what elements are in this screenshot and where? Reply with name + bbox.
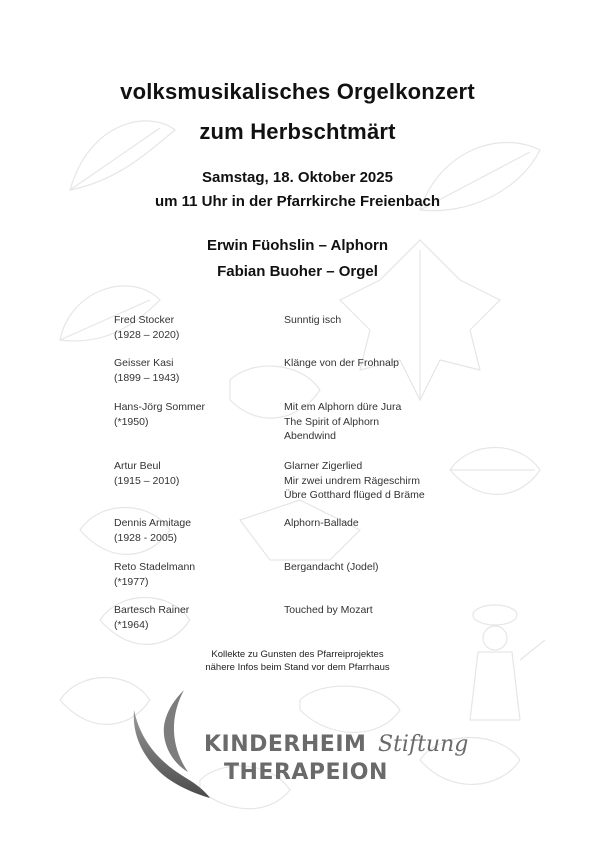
composer-name: Reto Stadelmann — [114, 561, 196, 573]
pieces — [284, 313, 484, 328]
pieces — [284, 516, 484, 531]
piece-title: Mir zwei undrem Rägeschirm — [284, 474, 420, 487]
performer-organ: Fabian Buoher – Orgel — [217, 263, 378, 280]
composer-years: (*1950) — [114, 415, 149, 428]
pieces — [284, 603, 484, 618]
concert-time-place: um 11 Uhr in der Pfarrkirche Freienbach — [154, 193, 441, 210]
piece-title: Touched by Mozart — [284, 604, 373, 616]
composer-years: (1928 - 2005) — [114, 531, 178, 544]
composer-name: Fred Stocker — [114, 314, 175, 326]
concert-title: volksmusikalisches Orgelkonzert — [120, 79, 475, 104]
concert-date: Samstag, 18. Oktober 2025 — [202, 169, 393, 186]
composer-name: Dennis Armitage — [114, 517, 192, 529]
piece-title: Glarner Zigerlied — [284, 460, 363, 472]
piece-title: Abendwind — [284, 430, 336, 442]
composer — [114, 400, 279, 429]
piece-title: Klänge von der Frohnalp — [284, 357, 399, 369]
logo-word-kinderheim: KINDERHEIM — [204, 732, 367, 757]
composer-years: (1928 – 2020) — [114, 328, 180, 341]
flame-swoosh-icon — [126, 690, 216, 800]
piece-title: Bergandacht (Jodel) — [284, 561, 379, 573]
composer — [114, 603, 279, 632]
piece-title: Mit em Alphorn düre Jura — [284, 401, 402, 413]
kinderheim-logo — [126, 690, 486, 800]
composer-years: (1915 – 2010) — [114, 474, 180, 487]
logo-word-stiftung: Stiftung — [378, 732, 469, 757]
logo-word-therapeion: THERAPEION — [224, 760, 388, 785]
pieces — [284, 459, 484, 503]
composer — [114, 516, 279, 545]
composer-name: Geisser Kasi — [114, 357, 174, 369]
pieces — [284, 400, 484, 444]
composer-name: Artur Beul — [114, 460, 161, 472]
composer — [114, 356, 279, 385]
piece-title: The Spirit of Alphorn — [284, 415, 380, 428]
composer-name: Bartesch Rainer — [114, 604, 190, 616]
pieces — [284, 560, 484, 575]
composer-years: (*1977) — [114, 575, 149, 588]
composer-name: Hans-Jörg Sommer — [114, 401, 206, 413]
composer-years: (*1964) — [114, 618, 149, 631]
info-note: nähere Infos beim Stand vor dem Pfarrhaus — [205, 662, 390, 673]
composer — [114, 313, 279, 342]
composer — [114, 560, 279, 589]
pieces — [284, 356, 484, 371]
composer-years: (1899 – 1943) — [114, 371, 180, 384]
collection-note: Kollekte zu Gunsten des Pfarreiprojektes — [211, 649, 384, 660]
piece-title: Alphorn-Ballade — [284, 517, 359, 529]
piece-title: Übre Gotthard flüged d Bräme — [284, 489, 425, 501]
composer — [114, 459, 279, 488]
piece-title: Sunntig isch — [284, 314, 342, 326]
performer-alphorn: Erwin Füohslin – Alphorn — [206, 237, 389, 254]
concert-subtitle: zum Herbschtmärt — [199, 119, 396, 144]
